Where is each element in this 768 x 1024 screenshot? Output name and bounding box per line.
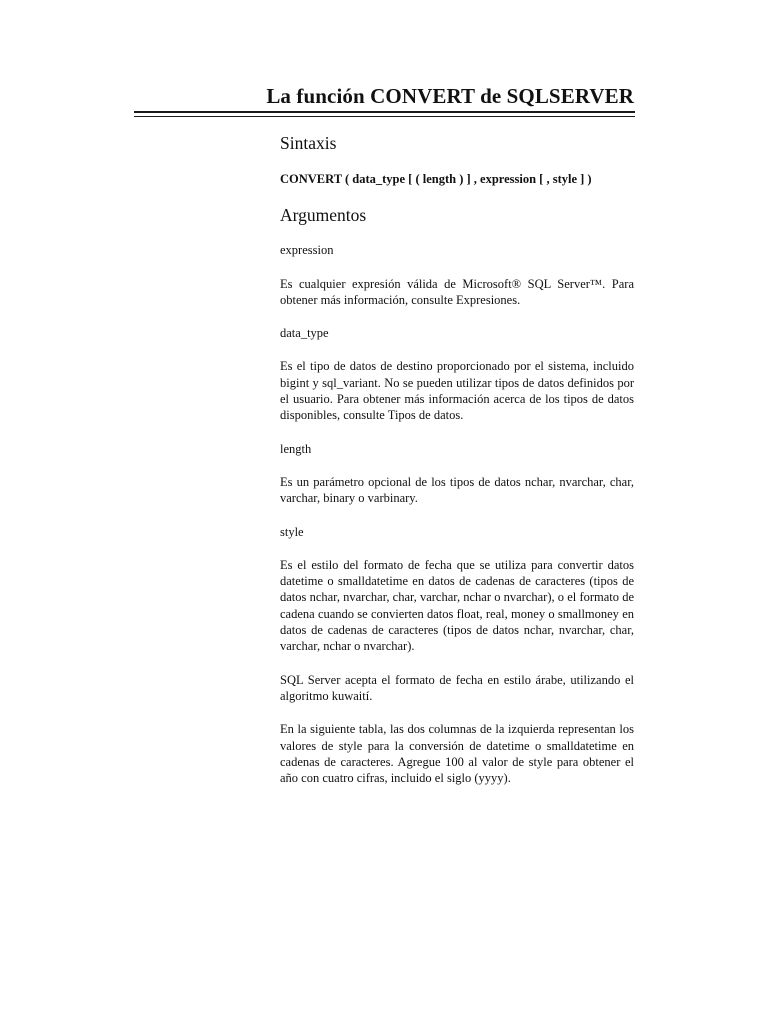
expression-term: expression xyxy=(280,243,334,258)
sintaxis-heading: Sintaxis xyxy=(280,133,337,153)
page-title: La función CONVERT de SQLSERVER xyxy=(266,84,634,108)
document-body xyxy=(280,128,634,786)
data-type-description: Es el tipo de datos de destino proporcionado por el sistema, incluido bigint y sql_variant. No se pueden utilizar tipos de datos definidos por el usuario. Para obtener más información acerca de los tipos de datos disponibles, consulte Tipos de datos. xyxy=(280,359,634,423)
title-rule-thick xyxy=(134,111,635,113)
title-rule-thin xyxy=(134,116,635,117)
style-term: style xyxy=(280,524,304,539)
style-description: Es el estilo del formato de fecha que se utiliza para convertir datos datetime o smalldatetime en datos de cadenas de caracteres (tipos de datos nchar, nvarchar, char, varchar, nchar o nvarchar), o el formato de cadena cuando se convierten datos float, real, money o smallmoney en datos de cadenas de caracteres (tipos de datos nchar, nvarchar, char, varchar, nchar o nvarchar). xyxy=(280,557,634,654)
argumentos-heading: Argumentos xyxy=(280,205,367,226)
data-type-term: data_type xyxy=(280,326,329,341)
syntax-code: CONVERT ( data_type [ ( length ) ] , expression [ , style ] ) xyxy=(280,172,592,186)
table-intro-paragraph: En la siguiente tabla, las dos columnas de la izquierda representan los valores de style para la conversión de datetime o smalldatetime en cadenas de caracteres. Agregue 100 al valor de style para obtener el año con cuatro cifras, incluido el siglo (yyyy). xyxy=(280,722,634,786)
length-term: length xyxy=(280,441,312,456)
arabic-format-note: SQL Server acepta el formato de fecha en estilo árabe, utilizando el algoritmo kuwaití. xyxy=(280,672,634,703)
expression-description: Es cualquier expresión válida de Microsoft® SQL Server™. Para obtener más información, consulte Expresiones. xyxy=(280,276,634,307)
length-description: Es un parámetro opcional de los tipos de datos nchar, nvarchar, char, varchar, binary o varbinary. xyxy=(280,474,634,506)
